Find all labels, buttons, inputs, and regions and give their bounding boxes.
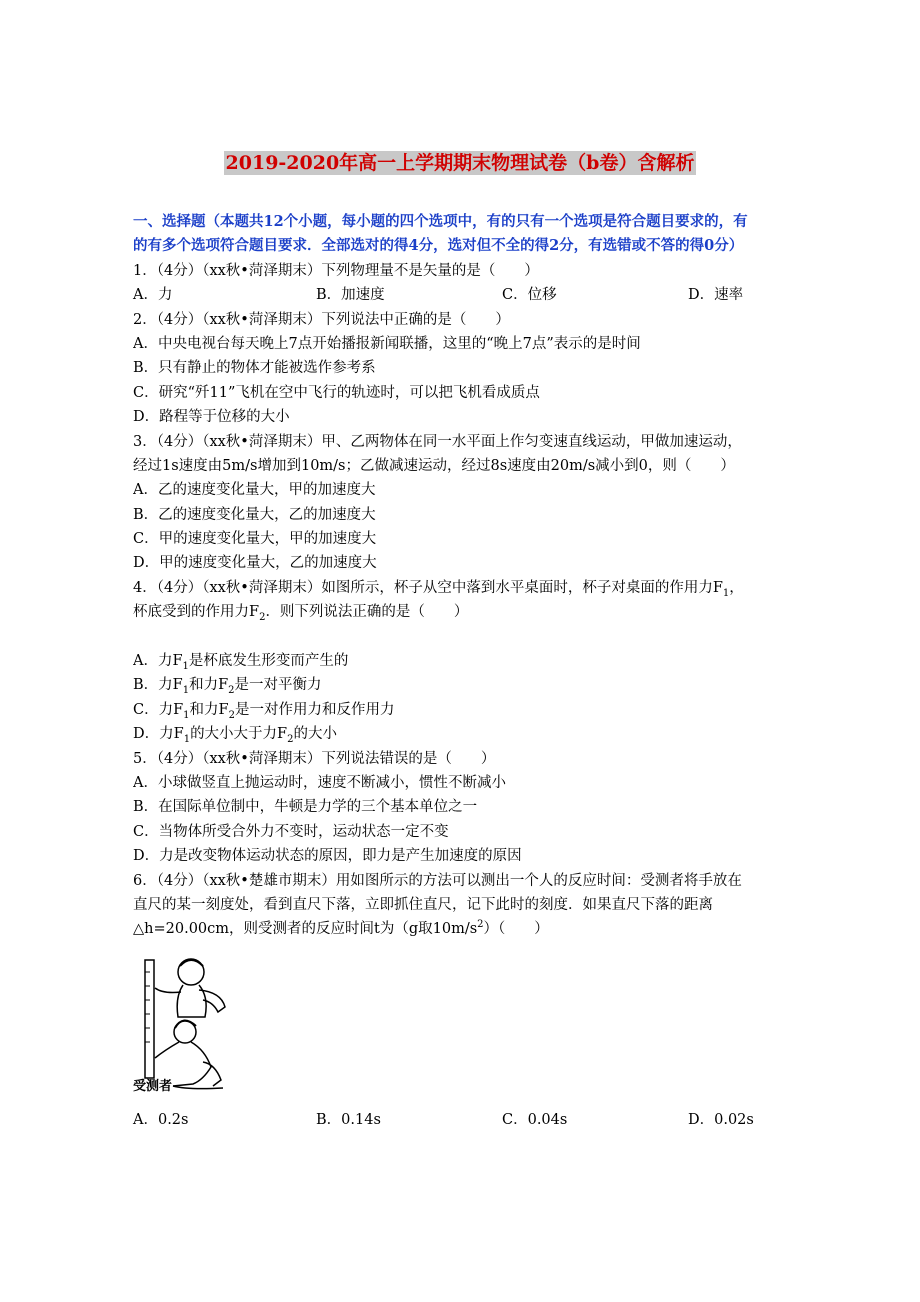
q4-stem1-subscript: 1 xyxy=(722,587,730,599)
q2-option-d: D．路程等于位移的大小 xyxy=(133,409,290,426)
q4-stem1-text: 4．（4分）（xx秋•菏泽期末）如图所示，杯子从空中落到水平桌面时，杯子对桌面的作用力F xyxy=(133,579,723,596)
q4-d-sub2: 2 xyxy=(287,734,294,746)
q4-c-sub1: 1 xyxy=(183,709,190,721)
q1-option-d: D．速率 xyxy=(688,287,744,304)
q5-option-c: C．当物体所受合外力不变时，运动状态一定不变 xyxy=(133,823,449,840)
q6-option-c: C．0.04s xyxy=(502,1111,568,1128)
q4-option-a xyxy=(133,649,793,673)
section-heading-line-2: 的有多个选项符合题目要求．全部选对的得4分，选对但不全的得2分，有选错或不答的得0分） xyxy=(133,237,744,255)
q4-c-pre: C．力F xyxy=(133,701,184,718)
q4-a-post: 是杯底发生形变而产生的 xyxy=(188,653,349,670)
q3-option-a: A．乙的速度变化量大，甲的加速度大 xyxy=(133,482,376,499)
q2-stem: 2．（4分）（xx秋•菏泽期末）下列说法中正确的是（ ） xyxy=(133,311,510,328)
q2-option-a: A．中央电视台每天晚上7点开始播报新闻联播，这里的“晚上7点”表示的是时间 xyxy=(133,335,641,352)
q4-d-mid: 的大小大于力F xyxy=(190,726,288,743)
reaction-time-figure xyxy=(133,952,253,1102)
q6-stem-line-1: 6．（4分）（xx秋•楚雄市期末）用如图所示的方法可以测出一个人的反应时间：受测者将手放在 xyxy=(133,872,742,889)
q4-c-sub2: 2 xyxy=(228,709,235,721)
q1-options xyxy=(133,283,793,307)
q1-option-a: A．力 xyxy=(133,287,173,304)
q5-option-b: B．在国际单位制中，牛顿是力学的三个基本单位之一 xyxy=(133,799,478,816)
q4-stem2-subscript: 2 xyxy=(259,612,266,624)
q3-option-b: B．乙的速度变化量大，乙的加速度大 xyxy=(133,506,376,523)
q4-stem1-tail: ， xyxy=(729,579,744,596)
q4-d-post: 的大小 xyxy=(293,726,337,743)
q4-b-pre: B．力F xyxy=(133,677,183,694)
q4-option-d xyxy=(133,722,793,746)
q6-options xyxy=(133,1108,793,1132)
q3-stem-line-2: 经过1s速度由5m/s增加到10m/s；乙做减速运动，经过8s速度由20m/s减小到0，则（ ） xyxy=(133,457,735,474)
q4-a-pre: A．力F xyxy=(133,653,183,670)
q3-stem-line-1: 3．（4分）（xx秋•菏泽期末）甲、乙两物体在同一水平面上作匀变速直线运动，甲做加速运动， xyxy=(133,433,742,450)
q2-option-c: C．研究“歼11”飞机在空中飞行的轨迹时，可以把飞机看成质点 xyxy=(133,384,540,401)
page-title xyxy=(0,148,920,175)
q6-stem3-superscript: 2 xyxy=(477,919,484,931)
q4-a-sub: 1 xyxy=(182,660,189,672)
q6-option-b: B．0.14s xyxy=(316,1111,381,1128)
q4-b-post: 是一对平衡力 xyxy=(234,677,322,694)
q4-c-post: 是一对作用力和反作用力 xyxy=(234,701,395,718)
q6-stem-line-2: 直尺的某一刻度处，看到直尺下落，立即抓住直尺，记下此时的刻度．如果直尺下落的距离 xyxy=(133,896,713,913)
q2-option-b: B．只有静止的物体才能被选作参考系 xyxy=(133,360,376,377)
q4-stem2-tail: ．则下列说法正确的是（ ） xyxy=(265,604,469,621)
q6-option-d: D．0.02s xyxy=(688,1111,754,1128)
q6-stem3-tail: ）（ ） xyxy=(483,921,549,938)
q4-option-c xyxy=(133,698,793,722)
q3-option-c: C．甲的速度变化量大，甲的加速度大 xyxy=(133,531,377,548)
q4-figure-gap xyxy=(133,625,793,649)
q5-option-a: A．小球做竖直上抛运动时，速度不断减小，惯性不断减小 xyxy=(133,774,506,791)
q4-d-pre: D．力F xyxy=(133,726,184,743)
q4-b-mid: 和力F xyxy=(189,677,229,694)
figure-label: 受测者 xyxy=(133,1078,173,1094)
exam-content xyxy=(133,210,793,1132)
q4-b-sub2: 2 xyxy=(228,685,235,697)
q1-stem: 1．（4分）（xx秋•菏泽期末）下列物理量不是矢量的是（ ） xyxy=(133,262,539,279)
q6-stem-line-3 xyxy=(133,917,793,941)
q5-option-d: D．力是改变物体运动状态的原因，即力是产生加速度的原因 xyxy=(133,848,522,865)
q4-b-sub1: 1 xyxy=(182,685,190,697)
q3-option-d: D．甲的速度变化量大，乙的加速度大 xyxy=(133,555,377,572)
q1-option-b: B．加速度 xyxy=(316,287,385,304)
q4-option-b xyxy=(133,673,793,697)
page-title-text: 2019-2020年高一上学期期末物理试卷（b卷）含解析 xyxy=(225,152,695,174)
q4-d-sub1: 1 xyxy=(183,734,191,746)
q4-stem2-text: 杯底受到的作用力F xyxy=(133,604,260,621)
q4-stem-line-2 xyxy=(133,600,793,624)
q6-option-a: A．0.2s xyxy=(133,1111,189,1128)
q4-stem-line-1 xyxy=(133,576,793,600)
q4-c-mid: 和力F xyxy=(189,701,229,718)
section-heading-line-1: 一、选择题（本题共12个小题，每小题的四个选项中，有的只有一个选项是符合题目要求的，有 xyxy=(133,213,748,230)
q6-stem3-text: △h=20.00cm，则受测者的反应时间t为（g取10m/s xyxy=(133,921,478,938)
q5-stem: 5．（4分）（xx秋•菏泽期末）下列说法错误的是（ ） xyxy=(133,750,496,767)
q1-option-c: C．位移 xyxy=(502,287,557,304)
